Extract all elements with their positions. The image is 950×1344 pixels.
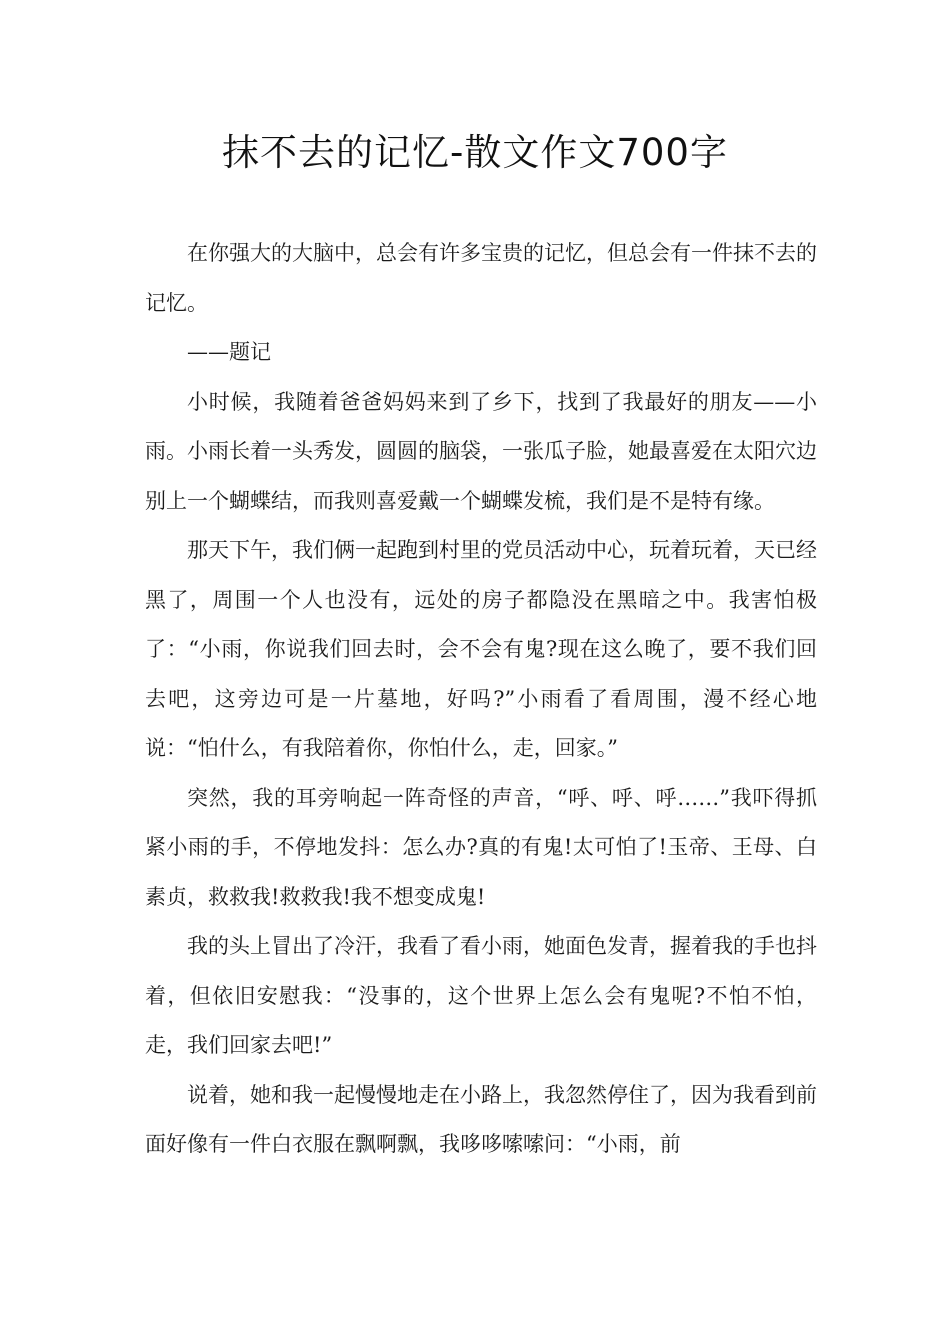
paragraph-epigraph-attribution: ——题记 bbox=[187, 340, 271, 364]
paragraph: 说着，她和我一起慢慢地走在小路上，我忽然停住了，因为我看到前面好像有一件白衣服在飘啊飘，我哆哆嗦嗦问：“小雨，前 bbox=[145, 1082, 817, 1156]
document-body bbox=[145, 229, 817, 1170]
paragraph: 在你强大的大脑中，总会有许多宝贵的记忆，但总会有一件抹不去的记忆。 bbox=[145, 241, 817, 315]
paragraph: 我的头上冒出了冷汗，我看了看小雨，她面色发青，握着我的手也抖着，但依旧安慰我：“没事的，这个世界上怎么会有鬼呢?不怕不怕，走，我们回家去吧!” bbox=[145, 934, 817, 1057]
document-title: 抹不去的记忆-散文作文700字 bbox=[222, 131, 728, 174]
paragraph: 小时候，我随着爸爸妈妈来到了乡下，找到了我最好的朋友——小雨。小雨长着一头秀发，圆圆的脑袋，一张瓜子脸，她最喜爱在太阳穴边别上一个蝴蝶结，而我则喜爱戴一个蝴蝶发梳，我们是不是特有缘。 bbox=[145, 389, 817, 513]
paragraph: 突然，我的耳旁响起一阵奇怪的声音，“呼、呼、呼……”我吓得抓紧小雨的手，不停地发抖：怎么办?真的有鬼!太可怕了!玉帝、王母、白素贞，救救我!救救我!我不想变成鬼! bbox=[145, 785, 817, 909]
paragraph: 那天下午，我们俩一起跑到村里的党员活动中心，玩着玩着，天已经黑了，周围一个人也没有，远处的房子都隐没在黑暗之中。我害怕极了：“小雨，你说我们回去时，会不会有鬼?现在这么晚了，要不我们回去吧，这旁边可是一片墓地，好吗?”小雨看了看周围，漫不经心地说：“怕什么，有我陪着你，你怕什么，走，回家。” bbox=[145, 538, 817, 760]
